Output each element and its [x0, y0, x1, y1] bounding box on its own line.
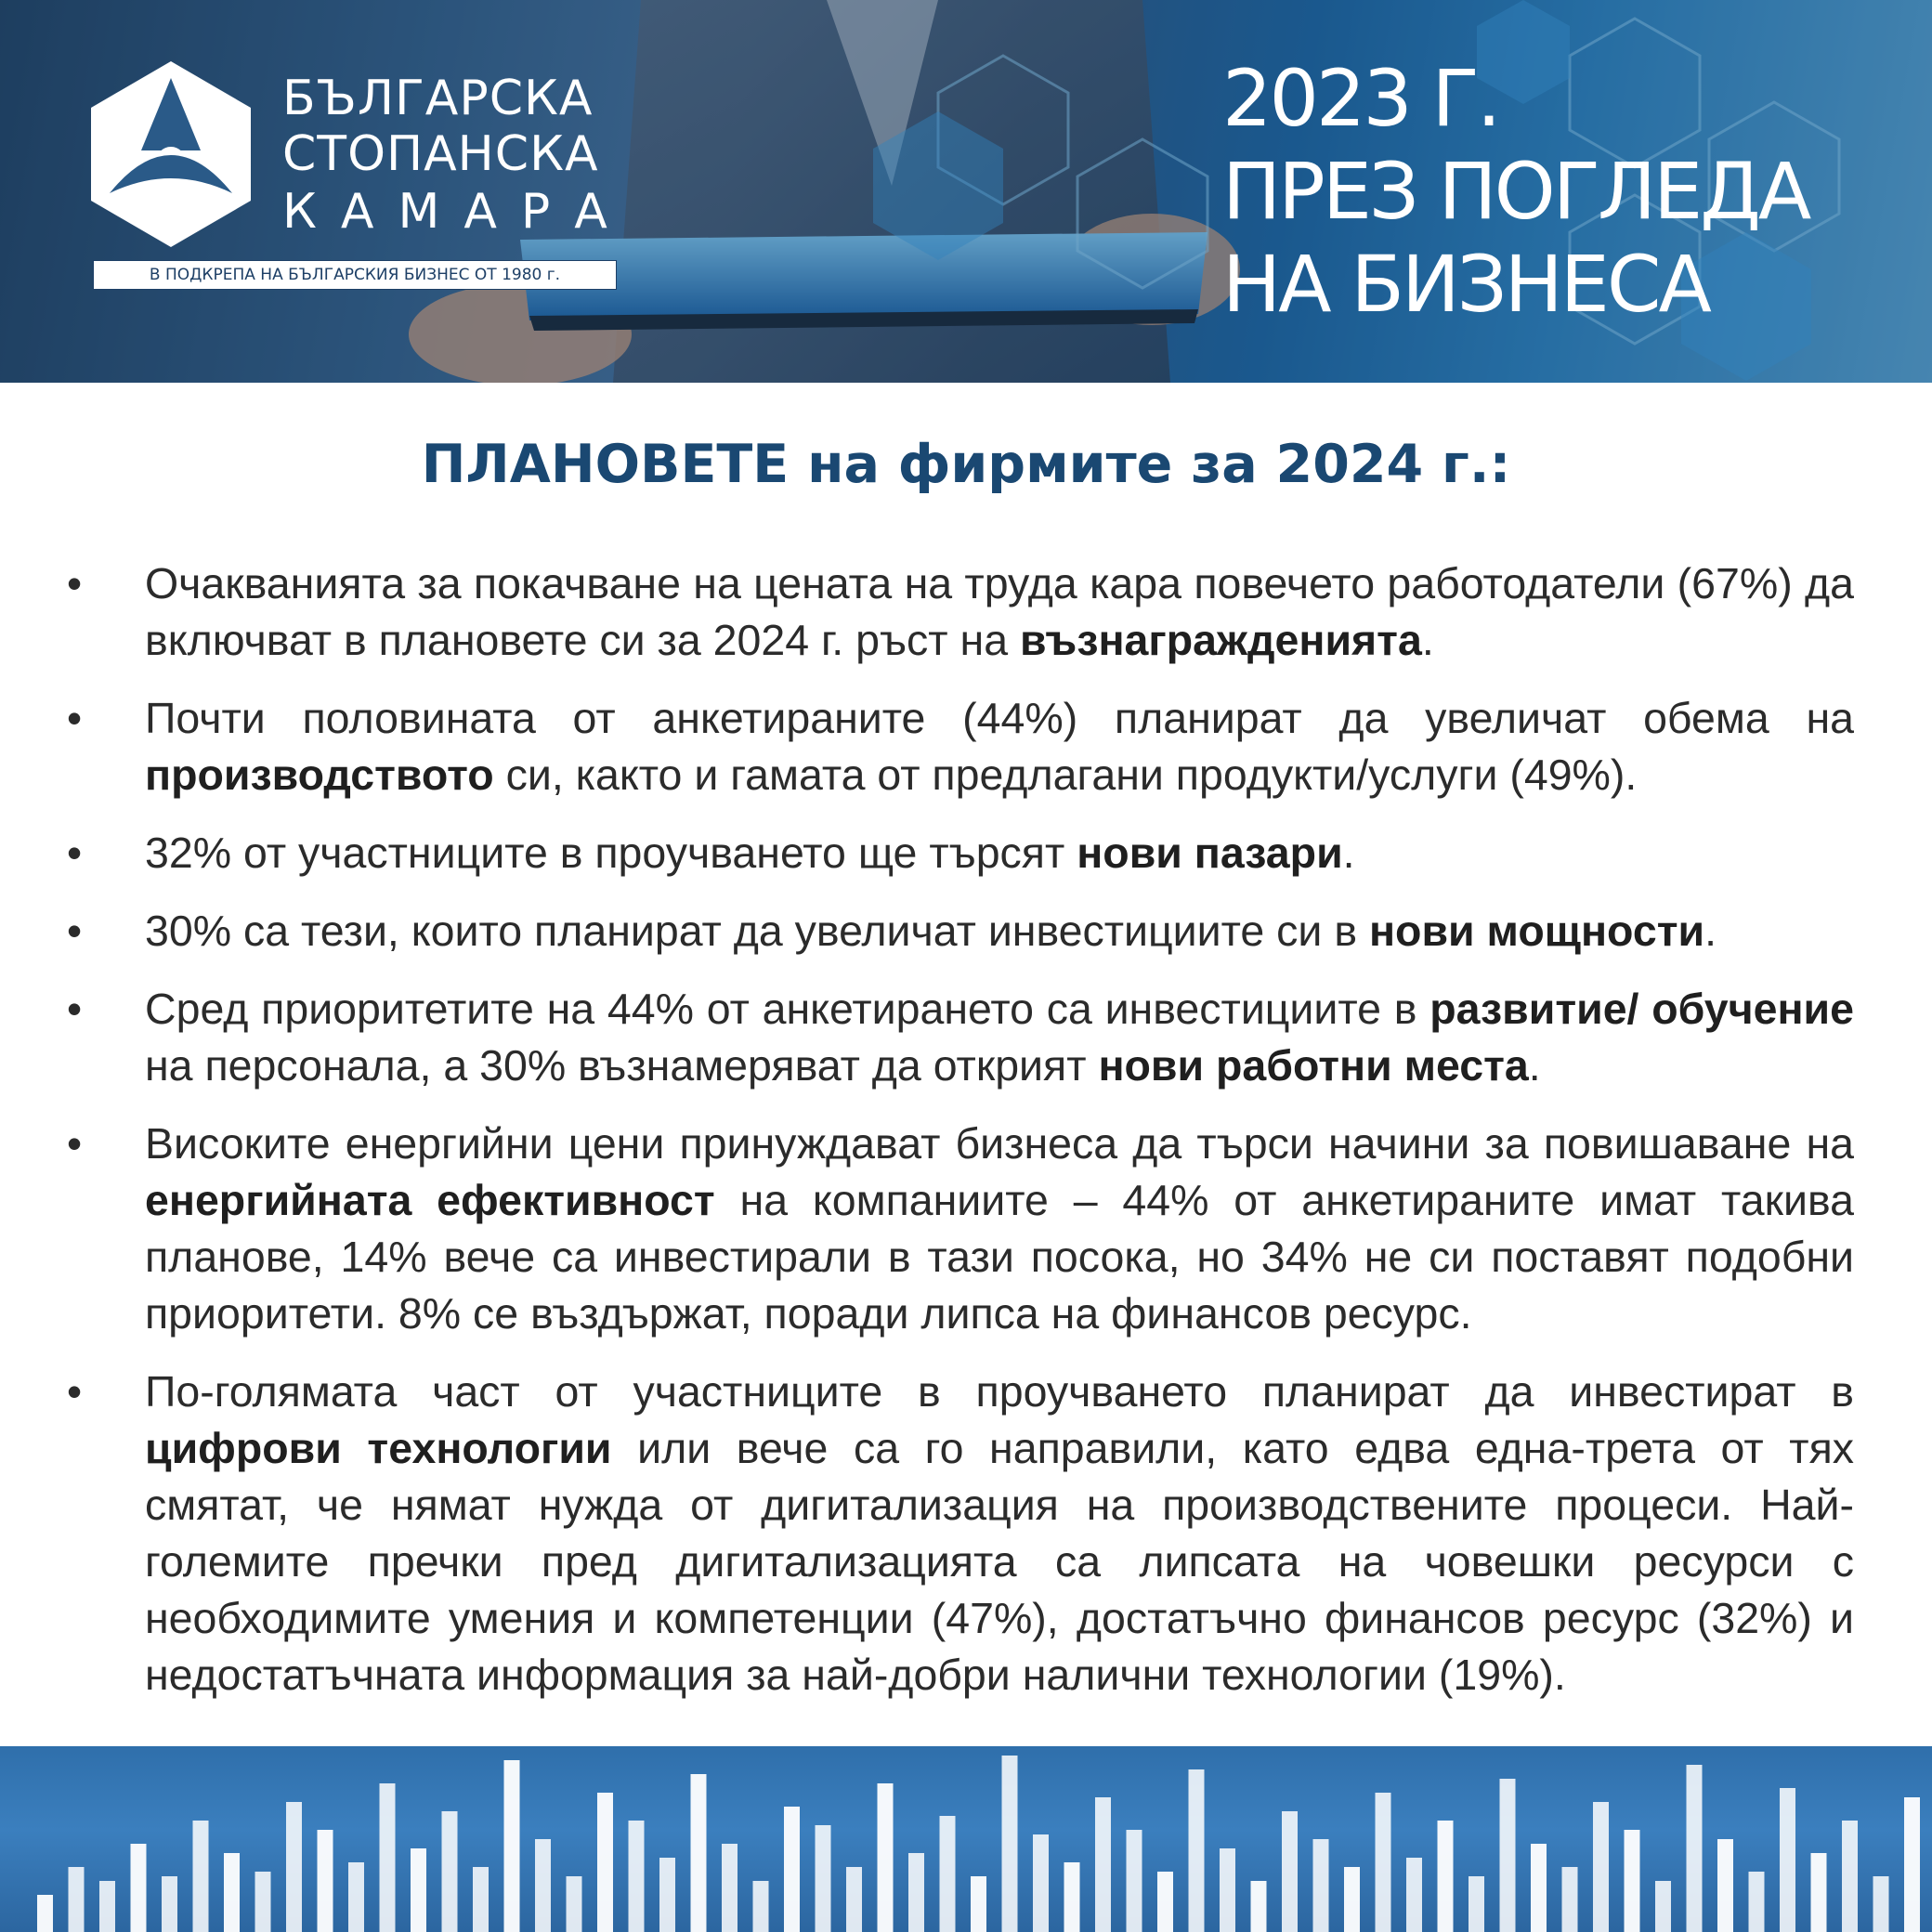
footer-bar: [971, 1876, 986, 1932]
footer-bar: [348, 1862, 364, 1932]
org-name-line3: КАМАРА: [282, 184, 632, 240]
footer-bar: [286, 1802, 302, 1932]
org-tagline: В ПОДКРЕПА НА БЪЛГАРСКИЯ БИЗНЕС ОТ 1980 г.: [93, 260, 617, 290]
footer-bar: [1282, 1811, 1298, 1932]
bullet-text: Очакванията за покачване на цената на труда кара повечето работодатели (67%) да включват в плановете си за 2024 г. ръст на: [145, 559, 1854, 664]
footer-bar: [722, 1844, 738, 1932]
footer-bar: [1531, 1844, 1547, 1932]
footer-bar: [878, 1783, 894, 1932]
org-name-line2: СТОПАНСКА: [282, 126, 599, 182]
header-banner: [0, 0, 1932, 383]
bullet-emphasis: енергийната ефективност: [145, 1176, 715, 1224]
headline-line1: 2023 Г.: [1222, 53, 1499, 144]
footer-bar: [318, 1830, 333, 1932]
footer-bar: [411, 1848, 426, 1932]
footer-bar: [1438, 1821, 1454, 1932]
bullet-text: си, както и гамата от предлагани продукти/услуги (49%).: [493, 751, 1638, 799]
footer-bar: [99, 1881, 115, 1932]
bullet-emphasis: нови мощности: [1368, 907, 1705, 955]
bullet-text: 32% от участниците в проучването ще търсят: [145, 829, 1077, 877]
bullet-emphasis: производството: [145, 751, 494, 799]
bullet-text: По-голямата част от участниците в проучването планират да инвестират в: [145, 1367, 1854, 1416]
list-item: [145, 825, 1854, 881]
org-name-line1: БЪЛГАРСКА: [282, 71, 594, 126]
footer-bar: [1469, 1876, 1484, 1932]
list-item: [145, 1364, 1854, 1704]
footer-bar: [1717, 1839, 1733, 1932]
footer-bar: [1655, 1881, 1671, 1932]
footer-bar-pattern: [0, 1746, 1932, 1932]
footer-bar: [816, 1825, 831, 1932]
footer-bar: [1873, 1876, 1889, 1932]
bullet-text: Почти половината от анкетираните (44%) планират да увеличат обема на: [145, 694, 1854, 742]
footer-bar: [442, 1811, 458, 1932]
footer-bar: [784, 1807, 800, 1932]
footer-bar: [1562, 1867, 1578, 1932]
footer-bar: [1064, 1862, 1080, 1932]
bullet-text: 30% са тези, които планират да увеличат инвестициите си в: [145, 907, 1369, 955]
footer-bar: [846, 1867, 862, 1932]
bullet-text: на персонала, а 30% възнамеряват да открият: [145, 1041, 1099, 1090]
bullet-emphasis: възнагражденията: [1020, 616, 1422, 664]
footer-bar: [193, 1821, 209, 1932]
footer-bar: [1842, 1821, 1858, 1932]
footer-bar: [1687, 1765, 1703, 1932]
footer-bar: [908, 1853, 924, 1932]
footer-bar: [1500, 1779, 1516, 1932]
bullet-text: .: [1342, 829, 1355, 877]
footer-bar: [1127, 1830, 1142, 1932]
bullet-text: на компаниите – 44% от анкетираните имат такива планове, 14% вече са инвестирали в тази посока, но 34% не си поставят подобни приоритети. 8% се въздържат, поради липса на финансов ресурс.: [145, 1176, 1854, 1338]
bullet-emphasis: нови работни места: [1098, 1041, 1529, 1090]
footer-bar: [1157, 1872, 1173, 1932]
bullet-emphasis: нови пазари: [1077, 829, 1343, 877]
page-title: [0, 429, 1932, 500]
footer-bar: [69, 1867, 85, 1932]
footer-bar: [473, 1867, 489, 1932]
footer-bar: [1625, 1830, 1640, 1932]
bullet-emphasis: цифрови технологии: [145, 1424, 612, 1472]
footer-bar: [1376, 1793, 1391, 1932]
footer-bar: [255, 1872, 271, 1932]
footer-bar: [1251, 1881, 1267, 1932]
footer-decoration: [0, 1746, 1932, 1932]
list-item: [145, 981, 1854, 1094]
footer-bar: [37, 1895, 53, 1932]
footer-bar: [940, 1816, 956, 1932]
bullet-text: Сред приоритетите на 44% от анкетирането са инвестициите в: [145, 985, 1430, 1033]
footer-bar: [691, 1774, 707, 1932]
bullet-text: .: [1528, 1041, 1541, 1090]
footer-bar: [380, 1783, 396, 1932]
page-title-bold: ПЛАНОВЕТЕ: [421, 434, 790, 495]
headline-line2: ПРЕЗ ПОГЛЕДА: [1222, 146, 1809, 237]
footer-bar: [1033, 1834, 1049, 1932]
footer-bar: [1406, 1858, 1422, 1932]
footer-bar: [597, 1793, 613, 1932]
footer-bar: [1811, 1853, 1827, 1932]
footer-bar: [629, 1821, 645, 1932]
footer-bar: [753, 1881, 769, 1932]
footer-bar: [1593, 1802, 1609, 1932]
page-title-rest: на фирмите за 2024 г.:: [789, 434, 1511, 495]
list-item: [145, 1116, 1854, 1342]
footer-bar: [162, 1876, 177, 1932]
footer-bar: [224, 1853, 240, 1932]
footer-bar: [504, 1760, 520, 1932]
footer-bar: [131, 1844, 147, 1932]
footer-bar: [1904, 1797, 1920, 1932]
footer-bar: [1095, 1797, 1111, 1932]
list-item: [145, 690, 1854, 803]
chamber-logo: [91, 61, 251, 247]
footer-bar: [1344, 1867, 1360, 1932]
bullet-text: Високите енергийни цени принуждават бизнеса да търси начини за повишаване на: [145, 1119, 1854, 1168]
footer-bar: [567, 1876, 582, 1932]
headline-line3: НА БИЗНЕСА: [1222, 239, 1709, 330]
footer-bar: [1780, 1788, 1795, 1932]
footer-bar: [1313, 1839, 1329, 1932]
footer-bar: [1220, 1848, 1235, 1932]
list-item: [145, 903, 1854, 959]
footer-bar: [659, 1858, 675, 1932]
footer-bar: [535, 1839, 551, 1932]
bullet-text: .: [1421, 616, 1434, 664]
footer-bar: [1749, 1872, 1765, 1932]
bullet-emphasis: развитие/ обучение: [1429, 985, 1854, 1033]
footer-bar: [1002, 1756, 1018, 1932]
plans-bullet-list: [145, 555, 1854, 1725]
footer-bar: [1189, 1769, 1205, 1932]
list-item: [145, 555, 1854, 669]
bullet-text: или вече са го направили, като едва една-трета от тях смятат, че нямат нужда от дигитализация на производствените процеси. Най-големите пречки пред дигитализацията са липсата на човешки ресурси с необходимите умения и компетенции (47%), достатъчно финансов ресурс (32%) и недостатъчната информация за най-добри налични технологии (19%).: [145, 1424, 1854, 1699]
bullet-text: .: [1704, 907, 1717, 955]
